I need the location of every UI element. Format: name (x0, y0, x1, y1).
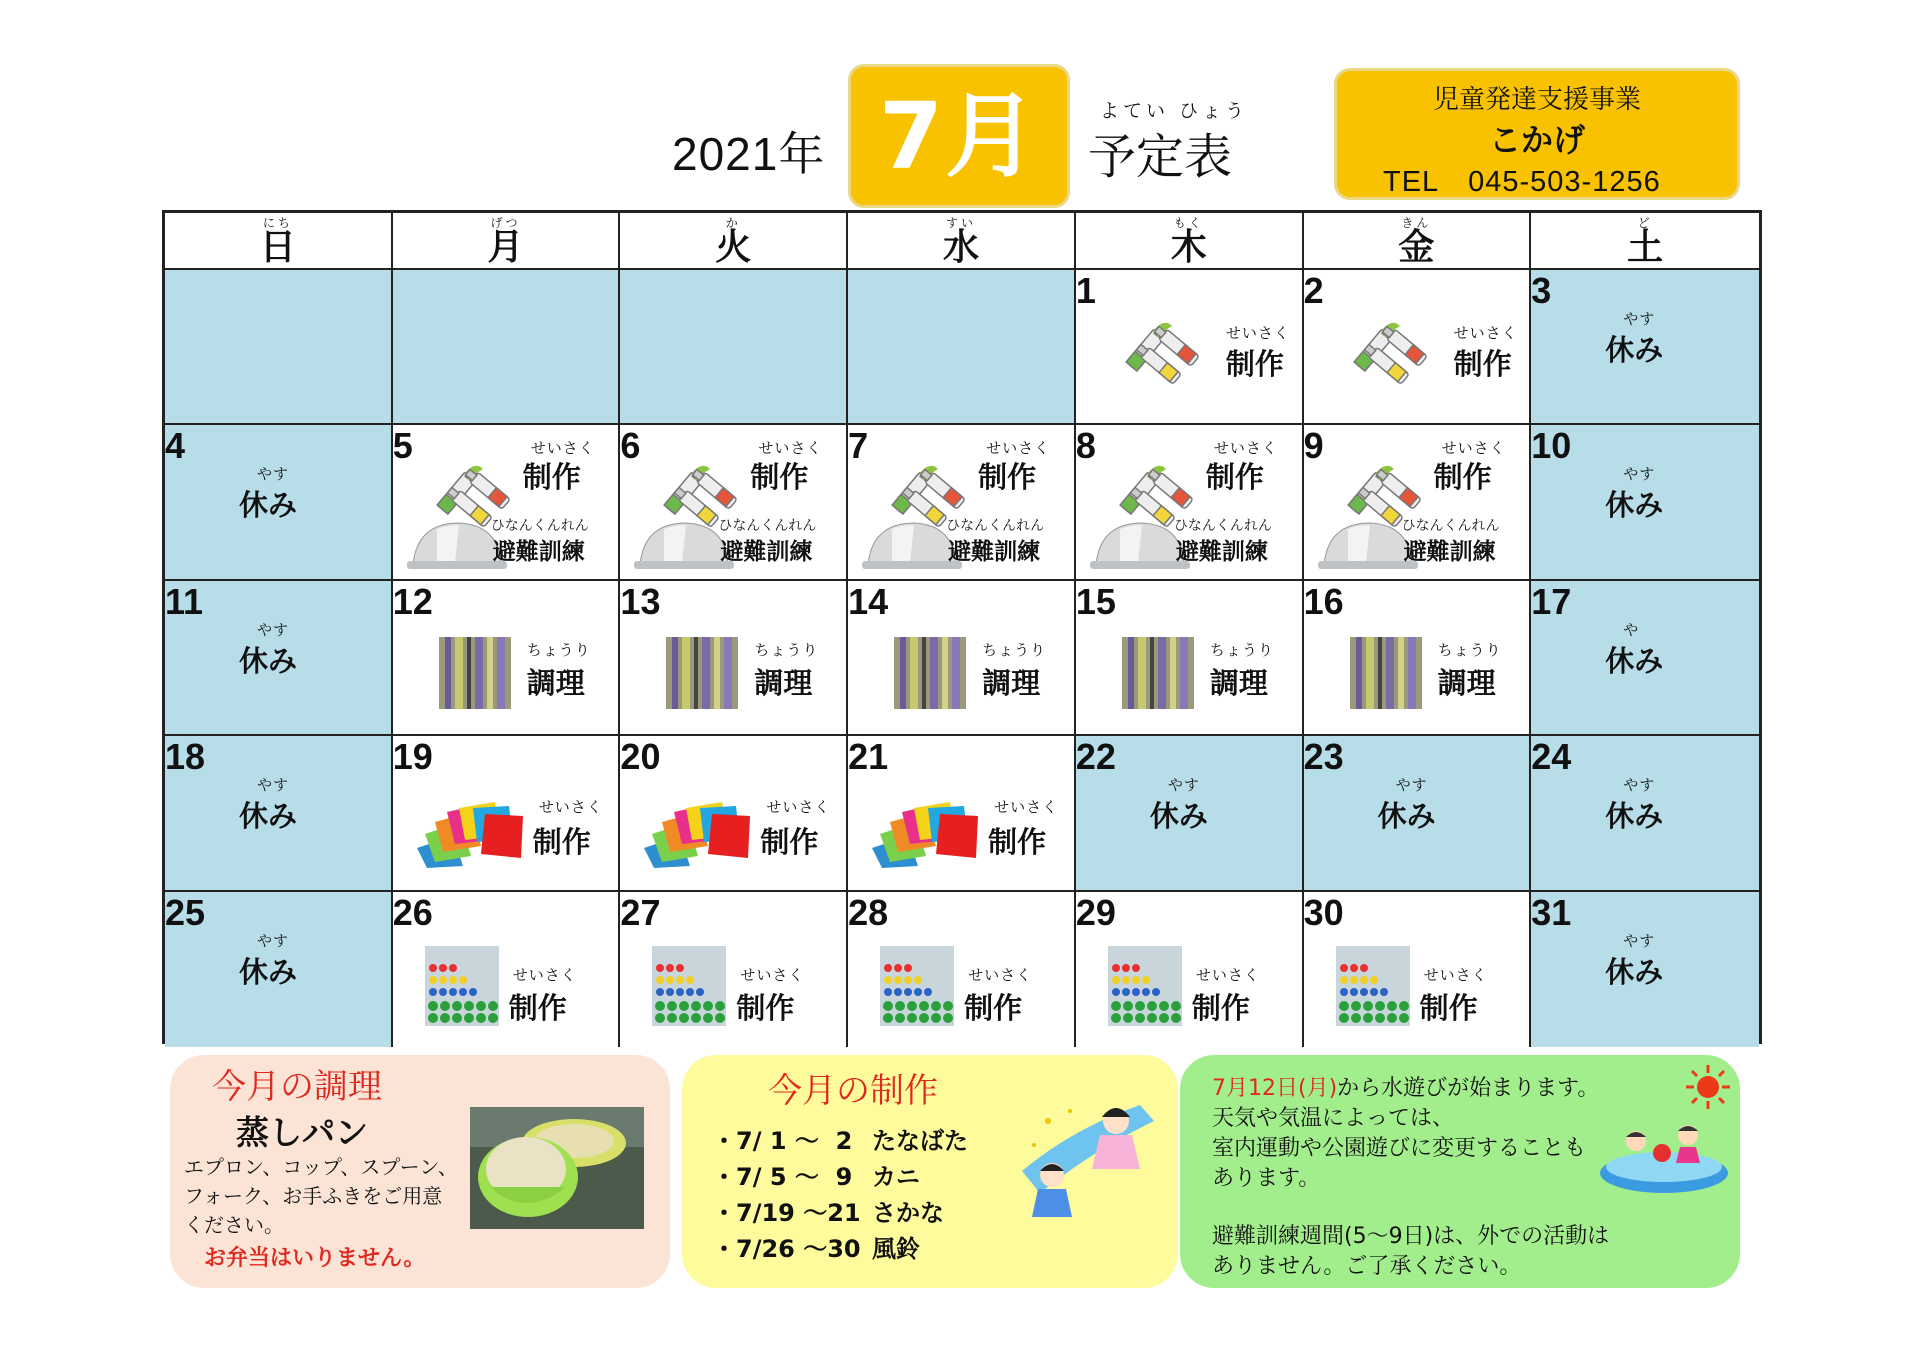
rest-label: 休み (1605, 954, 1664, 989)
cook-label: 調理 (1209, 665, 1268, 700)
cooking-text-line: エプロン、コップ、スプーン、 (184, 1155, 458, 1179)
rest-label: 休み (239, 799, 298, 834)
month-label: 7月 (878, 83, 1039, 190)
cook-label: 調理 (982, 665, 1041, 700)
craft-label: 制作 (1191, 990, 1250, 1025)
rest-ruby: やす (1395, 776, 1428, 795)
day-number: 14 (848, 580, 889, 622)
weekday-header (620, 213, 848, 270)
day-number: 16 (1303, 580, 1344, 622)
rest-ruby: やす (1623, 776, 1656, 795)
day-cell (165, 425, 393, 580)
rest-label: 休み (1605, 643, 1664, 678)
cook-ruby: ちょうり (1437, 640, 1502, 659)
drill-ruby: ひなんくんれん (718, 518, 817, 535)
day-number: 20 (620, 736, 661, 778)
notice-line: ありません。ご了承ください。 (1212, 1254, 1522, 1279)
day-cell (848, 425, 1076, 580)
drill-ruby: ひなんくんれん (1401, 518, 1500, 535)
empty-day-cell (393, 270, 621, 425)
weekday-ruby: ど (1637, 216, 1653, 230)
day-number: 13 (620, 580, 661, 622)
color-stickers-icon (425, 946, 499, 1030)
color-stickers-icon (880, 946, 954, 1030)
craft-name: カニ (872, 1163, 920, 1191)
weekday-label: 月 (487, 227, 524, 268)
craft-label: 制作 (508, 990, 567, 1025)
weekday-ruby: げつ (490, 216, 521, 230)
org-type: 児童発達支援事業 (1432, 85, 1641, 115)
notice-line: 室内運動や公園遊びに変更することも (1212, 1136, 1587, 1161)
rest-label: 休み (239, 643, 298, 678)
craft-label: 制作 (978, 460, 1037, 495)
day-number: 9 (1303, 425, 1324, 467)
weekday-ruby: か (725, 216, 741, 230)
rest-label: 休み (239, 954, 298, 989)
rest-ruby: やす (1623, 931, 1656, 950)
rest-label: 休み (1605, 488, 1664, 523)
cooking-text (184, 1153, 458, 1240)
cooking-text-line: ください。 (184, 1213, 284, 1237)
notice-panel (1180, 1055, 1740, 1288)
drill-label: 避難訓練 (1403, 539, 1496, 566)
day-number: 4 (165, 425, 186, 467)
day-number: 21 (848, 736, 889, 778)
day-cell (1304, 270, 1532, 425)
cook-ruby: ちょうり (754, 640, 819, 659)
notice-line: 避難訓練週間(5〜9日)は、外での活動は (1212, 1224, 1610, 1249)
color-stickers-icon (652, 946, 726, 1030)
weekday-header (1076, 213, 1304, 270)
weekday-header (165, 213, 393, 270)
rest-ruby: やす (257, 776, 290, 795)
pool-kids-icon (1596, 1111, 1732, 1197)
day-cell (1076, 425, 1304, 580)
day-cell (393, 736, 621, 891)
craft-item (712, 1121, 968, 1156)
day-cell (1076, 892, 1304, 1047)
day-number: 27 (620, 891, 661, 933)
day-number: 11 (165, 580, 204, 622)
craft-ruby: せいさく (1423, 965, 1488, 984)
day-number: 22 (1075, 736, 1116, 778)
calendar-grid (162, 210, 1762, 1044)
day-number: 23 (1303, 736, 1344, 778)
day-number: 19 (392, 736, 433, 778)
craft-ruby: せいさく (968, 965, 1033, 984)
day-number: 30 (1303, 891, 1344, 933)
weekday-header (848, 213, 1076, 270)
weekday-label: 水 (942, 227, 979, 268)
cook-ruby: ちょうり (982, 640, 1047, 659)
craft-label: 制作 (1225, 347, 1284, 381)
day-number: 24 (1531, 736, 1572, 778)
cooking-panel (170, 1055, 670, 1288)
organization-box (1334, 68, 1740, 200)
day-number: 6 (620, 425, 641, 467)
craft-label: 制作 (1433, 460, 1492, 495)
day-cell (393, 425, 621, 580)
color-stickers-icon (1336, 946, 1410, 1030)
craft-item (712, 1157, 920, 1192)
craft-ruby: せいさく (740, 965, 805, 984)
notice-line: あります。 (1212, 1166, 1321, 1191)
craft-ruby: せいさく (1441, 439, 1506, 458)
craft-ruby: せいさく (1213, 439, 1278, 458)
cooking-image-icon (1122, 637, 1194, 713)
page-title: 予定表 (1088, 129, 1233, 185)
craft-ruby: せいさく (986, 439, 1051, 458)
day-number: 12 (392, 580, 433, 622)
rest-ruby: やす (1623, 465, 1656, 484)
day-cell (165, 581, 393, 736)
weekday-ruby: にち (262, 216, 293, 230)
craft-panel (682, 1055, 1178, 1288)
day-number: 1 (1075, 270, 1096, 311)
craft-label: 制作 (522, 460, 581, 495)
craft-dates: ・7/ 1 〜 2 (712, 1127, 853, 1155)
day-cell (848, 892, 1076, 1047)
weekday-ruby: きん (1401, 216, 1432, 230)
craft-ruby: せいさく (512, 965, 577, 984)
rest-ruby: やす (257, 465, 290, 484)
craft-label: 制作 (750, 460, 809, 495)
drill-label: 避難訓練 (492, 539, 585, 566)
cooking-note: お弁当はいりません。 (204, 1246, 426, 1271)
origami-paper-icon (413, 796, 533, 872)
steamed-bun-photo-icon (470, 1107, 644, 1229)
craft-label: 制作 (736, 990, 795, 1025)
drill-ruby: ひなんくんれん (1173, 518, 1272, 535)
craft-label: 制作 (760, 825, 819, 860)
craft-ruby: せいさく (538, 798, 603, 817)
rest-ruby: やす (257, 931, 290, 950)
day-cell (620, 892, 848, 1047)
day-number: 18 (165, 736, 206, 778)
craft-item (712, 1193, 944, 1228)
day-cell (1531, 892, 1759, 1047)
notice-text: から水遊びが始まります。 (1337, 1076, 1600, 1101)
empty-day-cell (848, 270, 1076, 425)
craft-ruby: せいさく (1225, 324, 1290, 342)
weekday-header (1304, 213, 1532, 270)
rest-label: 休み (1605, 799, 1664, 834)
day-cell (1304, 581, 1532, 736)
craft-dates: ・7/19 〜21 (712, 1199, 861, 1227)
day-cell (1076, 581, 1304, 736)
craft-label: 制作 (964, 990, 1023, 1025)
day-number: 31 (1531, 891, 1572, 933)
day-number: 25 (165, 891, 206, 933)
craft-name: さかな (872, 1199, 944, 1227)
cook-ruby: ちょうり (1209, 640, 1274, 659)
drill-ruby: ひなんくんれん (490, 518, 589, 535)
tanabata-illustration-icon (1012, 1099, 1162, 1219)
day-cell (848, 736, 1076, 891)
weekday-label: 土 (1627, 227, 1664, 268)
cook-label: 調理 (1437, 665, 1496, 700)
craft-name: 風鈴 (872, 1235, 920, 1263)
cooking-image-icon (666, 637, 738, 713)
day-cell (1531, 270, 1759, 425)
craft-dates: ・7/26 〜30 (712, 1235, 861, 1263)
year-label: 2021年 (672, 128, 826, 180)
day-cell (1531, 736, 1759, 891)
cooking-image-icon (439, 637, 511, 713)
day-number: 8 (1075, 425, 1096, 467)
day-cell (1304, 892, 1532, 1047)
day-number: 17 (1531, 580, 1572, 622)
craft-item (712, 1229, 920, 1264)
drill-ruby: ひなんくんれん (946, 518, 1045, 535)
cook-ruby: ちょうり (526, 640, 591, 659)
day-cell (1076, 736, 1304, 891)
drill-label: 避難訓練 (1175, 539, 1268, 566)
weekday-label: 木 (1170, 227, 1207, 268)
day-cell (165, 736, 393, 891)
craft-ruby: せいさく (1453, 324, 1518, 342)
day-number: 3 (1531, 270, 1552, 311)
day-cell (1531, 425, 1759, 580)
day-number: 28 (848, 891, 889, 933)
notice-line: 天気や気温によっては、 (1212, 1106, 1455, 1131)
title-ruby: よてい ひょう (1100, 100, 1249, 122)
origami-paper-icon (640, 796, 760, 872)
paint-tubes-icon (1338, 308, 1448, 392)
cook-label: 調理 (754, 665, 813, 700)
craft-name: たなばた (872, 1127, 968, 1155)
day-number: 7 (848, 425, 869, 467)
drill-label: 避難訓練 (720, 539, 813, 566)
month-badge (848, 64, 1070, 208)
notice-line (1212, 1071, 1599, 1102)
weekday-ruby: もく (1173, 216, 1204, 230)
craft-label: 制作 (1205, 460, 1264, 495)
paint-tubes-icon (1110, 308, 1220, 392)
day-cell (620, 425, 848, 580)
day-cell (1076, 270, 1304, 425)
cook-label: 調理 (526, 665, 585, 700)
origami-paper-icon (868, 796, 988, 872)
empty-day-cell (165, 270, 393, 425)
craft-label: 制作 (532, 825, 591, 860)
notice-date: 7月12日(月) (1212, 1076, 1338, 1101)
day-cell (848, 581, 1076, 736)
weekday-header (1531, 213, 1759, 270)
cooking-text-line: フォーク、お手ふきをご用意 (184, 1184, 443, 1208)
weekday-header (393, 213, 621, 270)
craft-ruby: せいさく (758, 439, 823, 458)
drill-label: 避難訓練 (948, 539, 1041, 566)
color-stickers-icon (1108, 946, 1182, 1030)
day-cell (1304, 425, 1532, 580)
craft-dates: ・7/ 5 〜 9 (712, 1163, 853, 1191)
cooking-image-icon (1350, 637, 1422, 713)
rest-label: 休み (1605, 333, 1664, 367)
day-number: 26 (392, 891, 433, 933)
day-number: 2 (1303, 270, 1324, 311)
org-name: こかげ (1488, 121, 1585, 159)
day-cell (393, 581, 621, 736)
day-number: 15 (1075, 580, 1116, 622)
craft-label: 制作 (988, 825, 1047, 860)
rest-label: 休み (239, 488, 298, 523)
weekday-ruby: すい (945, 216, 976, 230)
rest-label: 休み (1377, 799, 1436, 834)
day-cell (1304, 736, 1532, 891)
cooking-panel-title: 今月の調理 (212, 1067, 382, 1107)
empty-day-cell (620, 270, 848, 425)
org-tel: TEL 045-503-1256 (1383, 166, 1661, 198)
day-cell (620, 736, 848, 891)
craft-panel-title: 今月の制作 (768, 1071, 938, 1111)
weekday-label: 金 (1398, 227, 1435, 268)
craft-label: 制作 (1419, 990, 1478, 1025)
craft-ruby: せいさく (530, 439, 595, 458)
rest-ruby: や (1623, 620, 1640, 639)
weekday-label: 火 (715, 227, 752, 268)
day-number: 5 (392, 425, 413, 467)
craft-ruby: せいさく (766, 798, 831, 817)
rest-ruby: やす (1167, 776, 1200, 795)
rest-label: 休み (1149, 799, 1208, 834)
sun-icon (1684, 1063, 1732, 1111)
craft-ruby: せいさく (994, 798, 1059, 817)
day-cell (1531, 581, 1759, 736)
rest-ruby: やす (1623, 310, 1656, 328)
cooking-dish: 蒸しパン (236, 1113, 368, 1152)
day-cell (165, 892, 393, 1047)
day-number: 10 (1531, 425, 1572, 467)
day-cell (393, 892, 621, 1047)
rest-ruby: やす (257, 620, 290, 639)
craft-label: 制作 (1453, 347, 1512, 381)
day-cell (620, 581, 848, 736)
cooking-image-icon (894, 637, 966, 713)
craft-ruby: せいさく (1195, 965, 1260, 984)
weekday-label: 日 (259, 227, 296, 268)
day-number: 29 (1075, 891, 1116, 933)
